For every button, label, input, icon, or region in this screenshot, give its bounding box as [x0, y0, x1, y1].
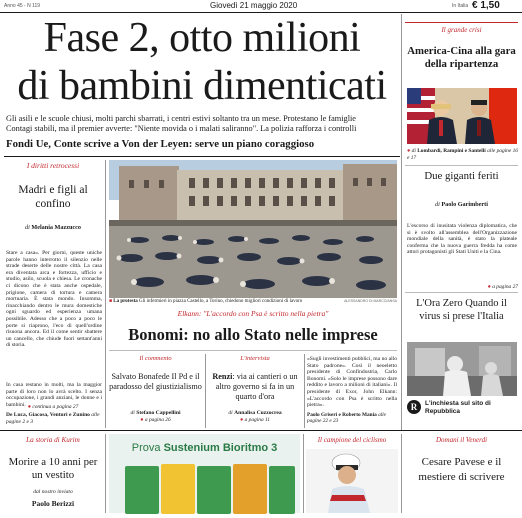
- ad-headline: [109, 442, 300, 454]
- sidebar-story2-author: Paolo Garimberti: [441, 201, 488, 208]
- left-body: Stare a casa». Per giorni, queste uniche parole hanno interrotto il silenzio nelle strade deserte delle nostre città. La casa era diventata arca e fortezza, ufficio e studio, asilo, scuola e chiesa. Le cronache ci dicono che è stata anche ospedale, prigione, camera di tortura e camera mortuaria. È stata mondo. Insomma, rinacchiando dentro le mura domestiche ogni sguardo ed esperienza umana possibile. Adesso che a poco a poco le porte si riaprono, l'eco di quell'ordine risuona ancora. Ed il come sentir sbattere un cancello, che chiude fuori settant'anni di storia.: [6, 250, 102, 349]
- left-kicker: I diritti retrocessi: [26, 161, 80, 170]
- ad-pack-1: [125, 466, 159, 514]
- sidebar-pages: alle pagine 16 e 17: [407, 148, 518, 161]
- ora-zero-title: L'Ora Zero Quando il virus si prese l'Italia: [416, 298, 507, 322]
- left-byline: [4, 224, 102, 231]
- headline-deck: Gli asili e le scuole chiusi, molti parchi sbarrati, i centri estivi soltanto tra un mese. Protestano le famiglie: [6, 114, 356, 123]
- sidebar-title: America-Cina alla gara della ripartenza: [407, 45, 516, 70]
- commento-kicker: Il commento: [139, 355, 172, 362]
- intervista-byline-prefix: di: [228, 410, 233, 416]
- bottom-rule: [0, 430, 522, 431]
- photo-svg: [109, 160, 397, 298]
- center-title: Bonomi: no allo Stato nelle imprese: [128, 325, 378, 344]
- caption-bullet: ■: [109, 299, 113, 304]
- ora-zero-photo: [407, 342, 517, 396]
- protest-photo: [109, 160, 397, 298]
- intervista-kicker: L'intervista: [240, 355, 270, 362]
- price: € 1,50: [472, 0, 500, 11]
- ad-brand: Sustenium Bioritmo 3: [163, 442, 278, 454]
- ad-pack-5: [269, 466, 295, 514]
- caption-text: Gli infermieri in piazza Castello, a Torino, chiedono migliori condizioni di lavoro: [139, 299, 303, 304]
- bonomi-body: «Sugli investimenti pubblici, ma no allo Stato padrone». Così il neoeletto presidente di Confindustria, Carlo Bonomi. «Solo le imprese possono dare reddito e lavoro a milioni di italiani». Il presidente di Exor, John Elkann: «L'accordo con Psa è scritto nella pietra».: [307, 356, 397, 409]
- bottom-divider-1: [105, 434, 106, 513]
- masthead-rule: [0, 12, 522, 13]
- ad-pack-3: [197, 466, 231, 514]
- sidebar-story2-body: L'escorso di inusitata violenza diplomatica, che si è svolto all'assemblea dell'Organizzazione mondiale della sanità, è stato la plateale conferma che la nuova guerra fredda ha come attori protagonisti gli Stati Uniti e la Cina.: [407, 223, 517, 256]
- commento-author: Stefano Cappellini: [136, 410, 181, 416]
- commento-page: ● a pagina 26: [140, 417, 171, 423]
- headline-sub: Fondi Ue, Conte scrive a Von der Leyen: serve un piano coraggioso: [6, 138, 315, 150]
- main-headline-line1: Fase 2, otto milioni: [43, 15, 361, 61]
- ora-zero-svg: [407, 342, 517, 396]
- sidebar-section: Il grande crisi: [441, 26, 482, 34]
- commento-title: Salvato Bonafede Il Pd e il paradosso del giustizialismo: [109, 372, 202, 391]
- issue-date: Giovedì 21 maggio 2020: [210, 1, 298, 10]
- ciclismo-kicker: Il campione del ciclismo: [317, 436, 387, 444]
- domani-kicker: Domani il Venerdì: [435, 436, 488, 444]
- sidebar-story2-continua: ● a pagina 27: [487, 284, 518, 290]
- photo-caption: [109, 299, 397, 304]
- col-divider-left: [105, 160, 106, 428]
- sidebar-rule-2: [405, 165, 518, 166]
- bonomi-authors: [307, 412, 397, 424]
- intervista-title: [208, 372, 302, 401]
- photo-credit: ALESSANDRO DI MARCO/ANSA: [344, 299, 397, 303]
- left-continua-text: continua a pagina 27: [32, 404, 79, 410]
- intervista-author: Annalisa Cuzzocrea: [234, 410, 282, 416]
- storia-kicker: La storia di Kurim: [26, 436, 80, 444]
- sidebar-rule-3: [405, 292, 518, 293]
- intervista-page: ● a pagina 11: [240, 417, 270, 423]
- ad-pack-4: [233, 464, 267, 514]
- col-divider-2: [304, 354, 305, 428]
- intervista-title-bold: Renzi: [212, 372, 233, 381]
- sustenium-ad[interactable]: [109, 434, 300, 513]
- sidebar-divider: [401, 14, 402, 430]
- sidebar-story2-title: Due giganti feriti: [424, 170, 499, 182]
- main-headline-line2: di bambini dimenticati: [17, 63, 387, 109]
- left-author: Melania Mazzucco: [31, 224, 82, 231]
- cyclist-svg: [306, 449, 398, 513]
- left-authors-text: De Luca, Giacosa, Venturi e Zunino: [6, 412, 90, 418]
- storia-byline-prefix: dal nostro inviato: [33, 489, 73, 495]
- sidebar-authors-prefix: di: [411, 148, 416, 154]
- trump-xi-photo: [407, 88, 517, 144]
- commento-byline-prefix: di: [130, 410, 135, 416]
- left-authors-line: [6, 412, 102, 426]
- sidebar-story2-byline-prefix: di: [435, 201, 440, 208]
- sidebar-authors-line: ● di Lombardi, Rampini e Santelli alle pagine 16 e 17: [407, 148, 518, 161]
- headline-rule: [4, 156, 400, 157]
- col-divider-1: [205, 354, 206, 428]
- sidebar-story2-continua-text: a pagina 27: [492, 284, 518, 290]
- trump-xi-svg: [407, 88, 517, 144]
- headline-deck-2: Contagi stabili, ma il premier avverte: "Niente movida o i malati saliranno". La polizia rafforza i controlli: [6, 124, 357, 133]
- left-continua: ● continua a pagina 27: [27, 404, 79, 410]
- bottom-divider-3: [401, 434, 402, 513]
- left-body-2: In casa restano in molti, ma la maggior parte di loro non lo avrà scelto. I senza occupazione, i grandi anziani, le donne e i bambini.: [6, 382, 102, 408]
- storia-author: Paolo Berizzi: [31, 499, 75, 508]
- commento-page-text: a pagina 26: [144, 417, 171, 423]
- left-title: Madri e figli al confino: [18, 184, 88, 210]
- domani-title: Cesare Pavese e il mestiere di scrivere: [418, 456, 505, 483]
- repubblica-r-logo: R: [407, 400, 421, 414]
- bonomi-authors-text: Paolo Griseri e Roberto Mania: [307, 412, 377, 418]
- price-label: In Italia: [452, 3, 469, 9]
- intervista-page-text: a pagina 11: [244, 417, 270, 423]
- center-kicker: Elkann: "L'accordo con Psa è scritto nella pietra": [177, 309, 329, 318]
- caption-bold: La protesta: [113, 299, 138, 304]
- intervista-title-text: : via ai cantieri o un altro governo si fa in un quarto d'ora: [215, 372, 298, 401]
- cyclist-photo: [306, 449, 398, 513]
- left-pages: alle pagine 2 e 3: [6, 412, 100, 425]
- ad-pack-2: [161, 464, 195, 514]
- sidebar-authors: Lombardi, Rampini e Santelli: [417, 148, 486, 154]
- left-byline-prefix: di: [24, 224, 30, 231]
- sidebar-top-rule: [405, 22, 518, 23]
- issue-number: Anno 45 - N 119: [4, 3, 41, 9]
- bottom-divider-2: [303, 434, 304, 513]
- ad-prefix: Prova: [131, 442, 161, 454]
- commento-byline: [109, 410, 202, 416]
- inchiesta-link[interactable]: L'inchiesta sul sito di Repubblica: [425, 400, 491, 415]
- sidebar-story2-byline: [405, 201, 518, 208]
- center-rule: [109, 350, 397, 351]
- bonomi-pages: alle pagine 22 e 23: [307, 412, 387, 425]
- storia-title: Morire a 10 anni per un vestito: [8, 456, 98, 481]
- intervista-byline: [208, 410, 302, 416]
